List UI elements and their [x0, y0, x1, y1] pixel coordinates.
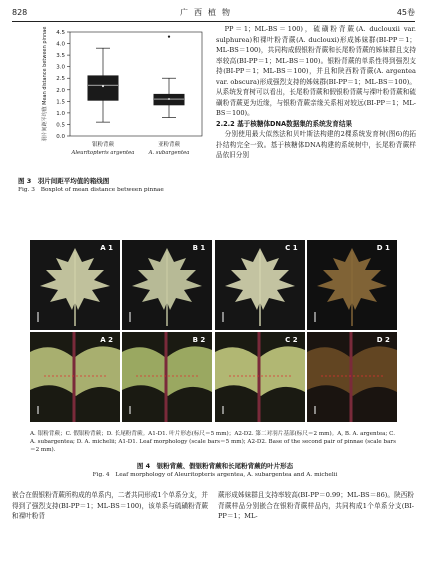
- plate-label: D 1: [376, 244, 390, 252]
- fig4-plate: [307, 332, 397, 422]
- fig4-plate: [307, 240, 397, 330]
- right-column-text: [216, 24, 416, 161]
- plate-label: A 1: [100, 244, 113, 252]
- fig4-caption: [30, 462, 400, 479]
- y-tick-label: 1.5: [56, 99, 65, 106]
- fig3-caption-en: Fig. 3 Boxplot of mean distance between pinnae: [18, 187, 164, 193]
- x-tick-label-en: Aleuritopteris argentea: [71, 150, 135, 156]
- plate-label: C 1: [285, 244, 298, 252]
- plate-label: B 1: [192, 244, 206, 252]
- x-tick-label-en: A. subargentea: [148, 150, 190, 156]
- y-tick-label: 0.0: [56, 134, 65, 140]
- fig4-plate: [215, 332, 305, 422]
- mean-point: [102, 85, 104, 87]
- header-rule: [12, 21, 415, 22]
- section-heading: 2.2.2 基于核糖体DNA数据集的系统发育结果: [216, 119, 353, 128]
- y-tick-label: 4.0: [56, 41, 65, 48]
- boxplot-svg: [12, 24, 212, 174]
- fig4-plates: [30, 240, 397, 422]
- fig4-plate: [122, 332, 212, 422]
- volume-label: 45卷: [396, 8, 415, 17]
- bottom-left-text: 嵌合在假银粉背蕨所构成的单系内，二者共同形成1个单系分支，并得到了强烈支持(BI-PP＝1；ML-BS＝100)，该单系与硫磺粉背蕨和裸叶粉背: [12, 491, 208, 520]
- mean-point: [168, 98, 170, 100]
- journal-name: 广西植物: [180, 8, 236, 17]
- fig3-boxplot: [12, 24, 212, 174]
- plate-label: C 2: [285, 336, 298, 345]
- page-number: 828: [12, 8, 28, 17]
- y-tick-label: 3.0: [56, 64, 65, 71]
- y-tick-label: 0.5: [56, 122, 65, 129]
- y-tick-label: 2.5: [56, 76, 65, 83]
- y-tick-label: 3.5: [56, 53, 65, 60]
- box: [88, 76, 118, 100]
- fig4-plate: [215, 240, 305, 330]
- fig4-plate: [30, 240, 120, 330]
- y-tick-label: 2.0: [56, 87, 65, 94]
- fig3-caption: [18, 177, 214, 194]
- y-tick-label: 4.5: [56, 30, 65, 36]
- fig4-legend: A. 银粉背蕨；C. 假银粉背蕨；D. 长尾粉背蕨。A1-D1. 叶片形态(标尺＝5 mm)；A2-D2. 第二对羽片基部(标尺＝2 mm)。A, B. A. argentea; C. A. subargentea; D. A. michelii; A1-D1. Leaf morphology (scale bars＝5 mm); A2-D2. Base of the second pair of pinnae (scale bars＝2 mm).: [30, 431, 396, 453]
- paragraph: PP＝1；ML-BS＝100)，硫磺粉背蕨(A. duclouxii var. sulphurea)和裸叶粉背蕨(A. duclouxi)形成姊妹群(BI-PP＝1；ML-BS＝100)，共同构成假银粉背蕨和长尾粉背蕨的姊妹群且支持率较高(BI-PP＝1；ML-BS＝100)。银粉背蕨的单系性得到强烈支持(BI-PP＝1；ML-BS＝100)，并且和陕西粉背蕨(A. argentea var. obscura)形成强烈支持的姊妹群(BI-PP＝1；ML-BS＝100)。从系统发育树可以看出，长尾粉背蕨和假银粉背蕨与裸叶粉背蕨和硫磺粉背蕨更为近缘，与银粉背蕨亲缘关系相对较远(BI-PP＝1；ML-BS＝100)。: [216, 25, 416, 117]
- fig4-plate: [122, 240, 212, 330]
- y-axis-label: 羽片间距平均值 Mean distance between pinnae: [42, 26, 48, 142]
- fig4-plate: [30, 332, 120, 422]
- x-tick-label-cn: 银粉背蕨: [91, 142, 115, 148]
- bottom-right-text: 蕨形成姊妹群且支持率较高(BI-PP＝0.99；ML-BS＝86)。陕西粉背蕨样品分别嵌合在银粉背蕨样品内，共同构成1个单系分支(BI-PP＝1；ML-: [218, 491, 414, 520]
- plate-label: B 2: [192, 336, 206, 345]
- y-tick-label: 1.0: [56, 110, 65, 117]
- plate-label: A 2: [100, 336, 113, 345]
- x-tick-label-cn: 亚粉背蕨: [157, 142, 181, 148]
- fig4-caption-cn: 图 4 银粉背蕨、假银粉背蕨和长尾粉背蕨的叶片形态: [136, 462, 294, 470]
- fig3-caption-cn: 图 3 羽片间距平均值的箱线图: [18, 177, 110, 185]
- outlier-point: [168, 36, 170, 38]
- fig4-caption-en: Fig. 4 Leaf morphology of Aleuritopteris argentea, A. subargentea and A. michelii: [92, 472, 338, 478]
- plate-label: D 2: [376, 336, 390, 345]
- paragraph: 分别使用最大似然法和贝叶斯法构建的2棵系统发育树(图6)的拓扑结构完全一致。基于核糖体DNA构建的系统树中，长尾粉背蕨样品依旧分别: [216, 130, 416, 159]
- page-header: [12, 8, 415, 22]
